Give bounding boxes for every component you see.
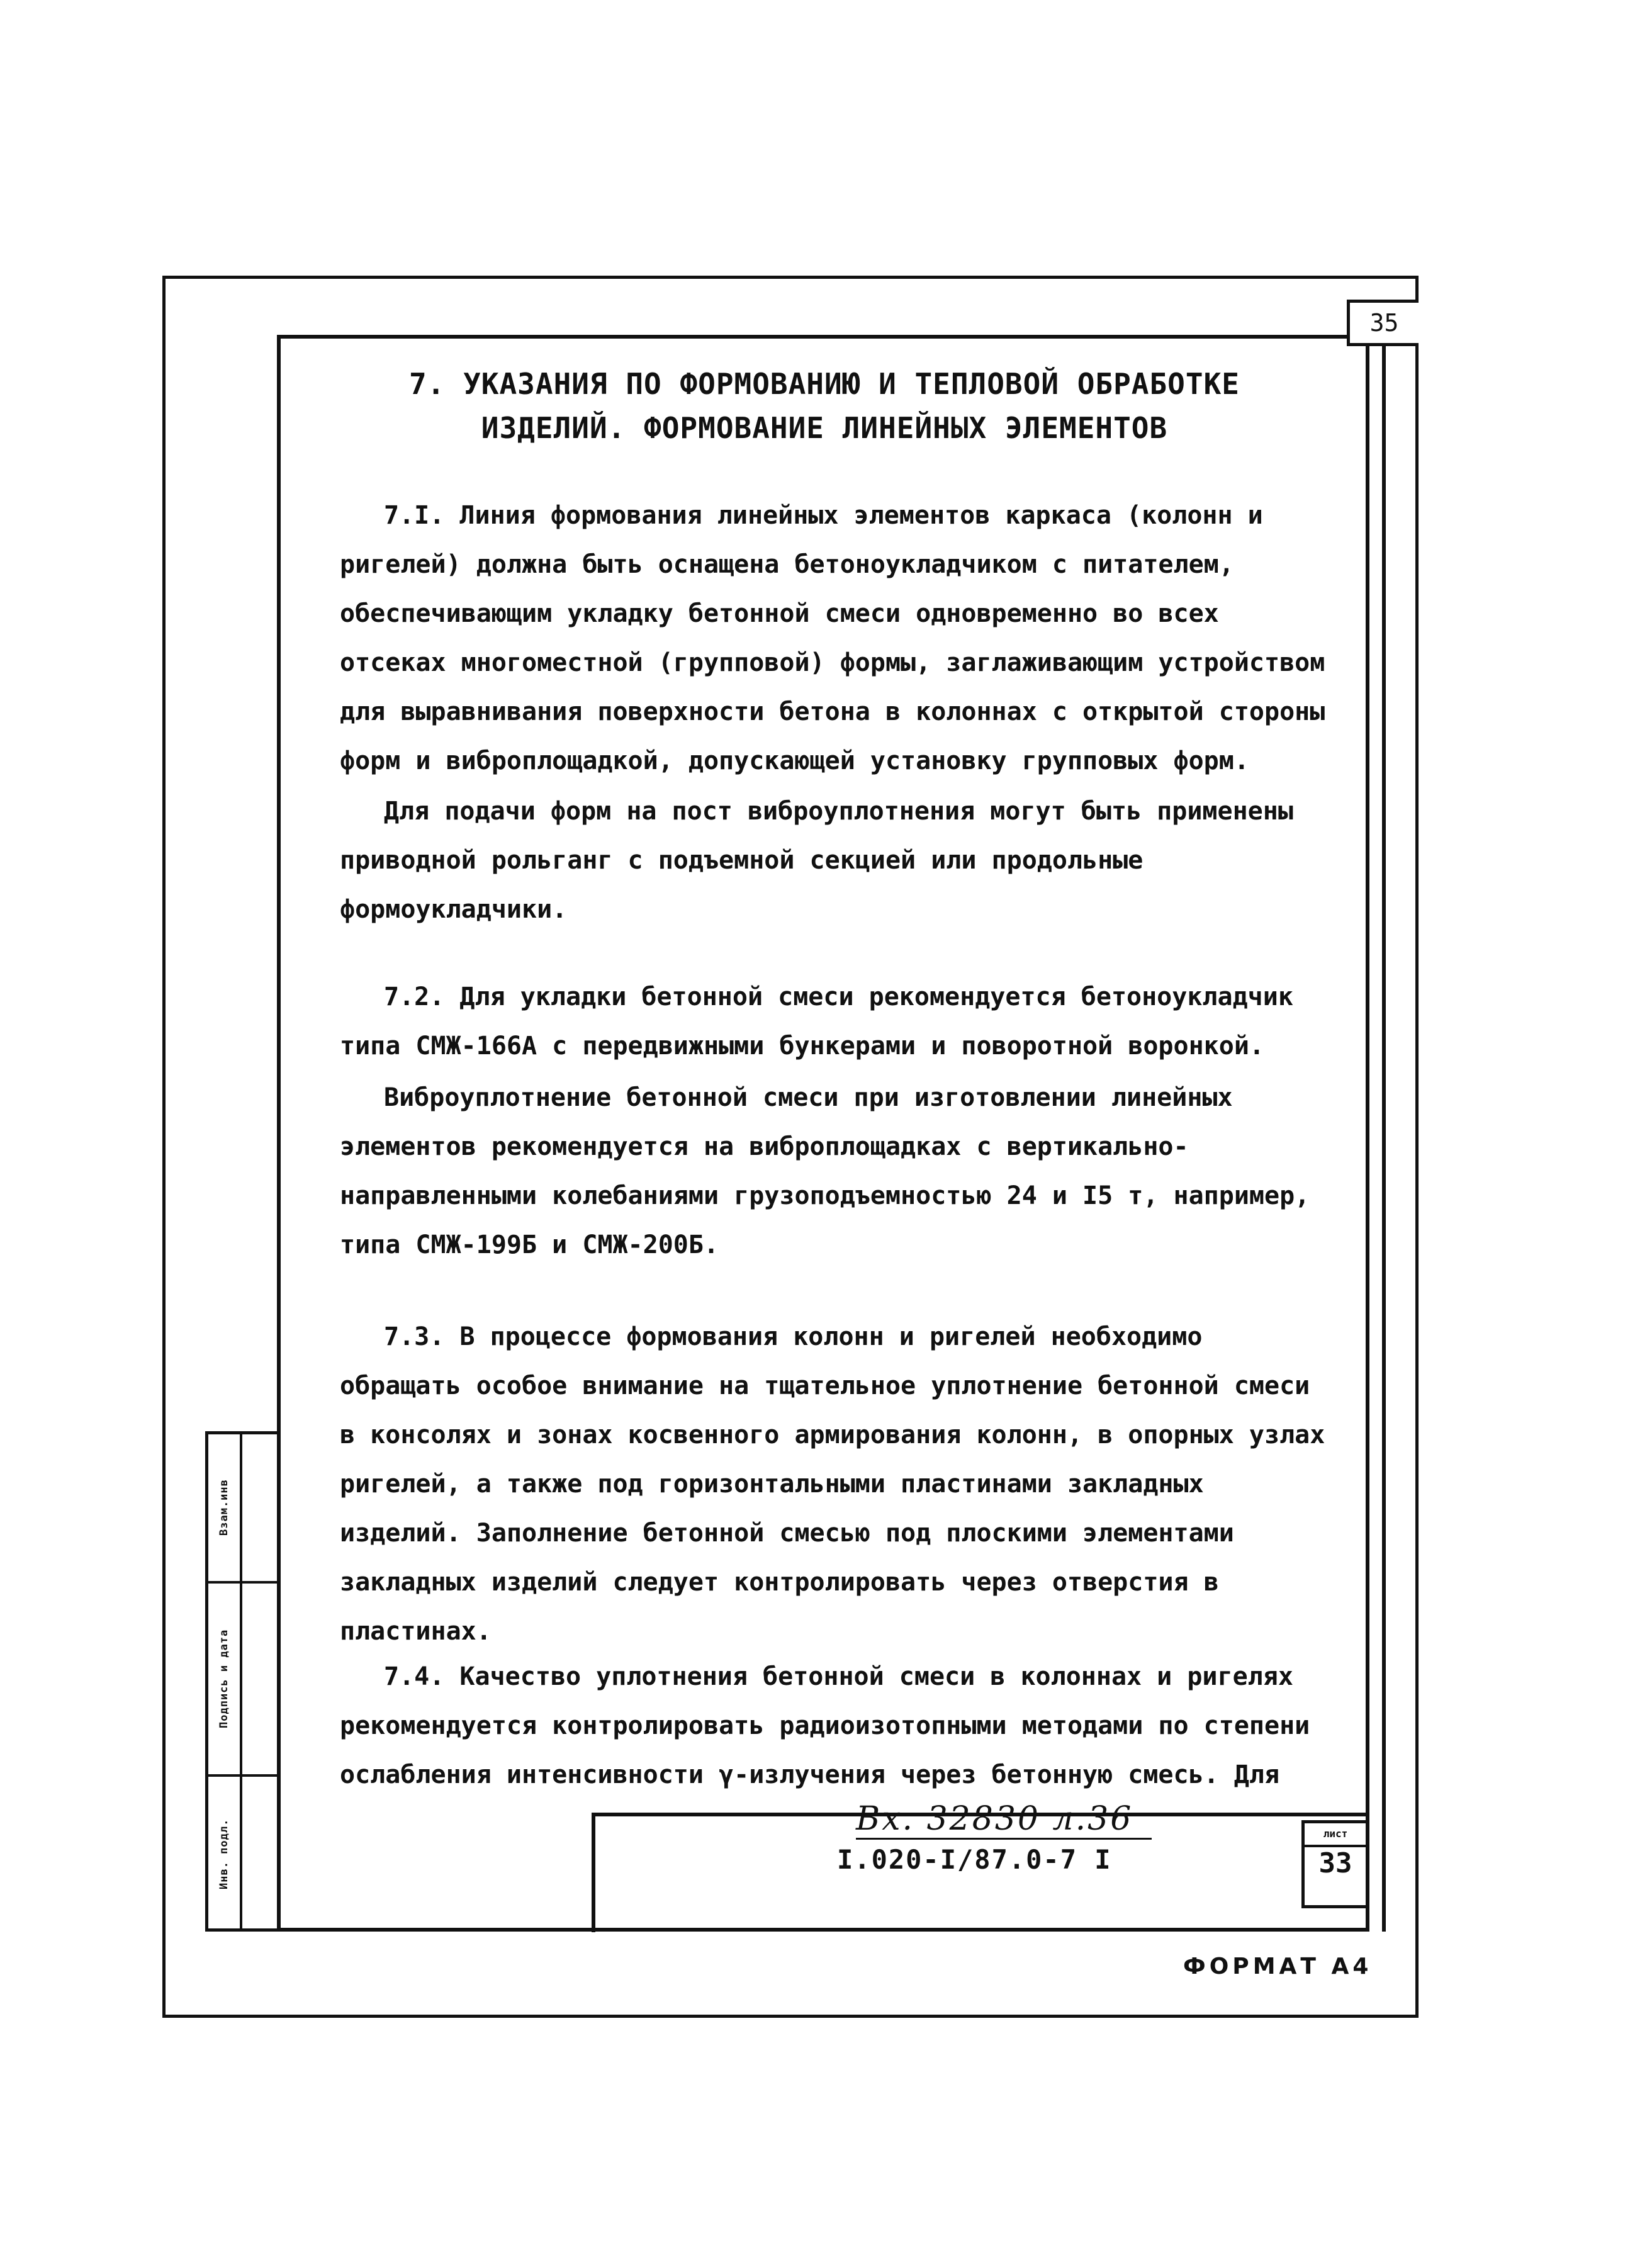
- handwritten-note: Вх. 32830 л.36: [856, 1800, 1133, 1838]
- side-label-replacement: Взам.инв: [218, 1479, 230, 1536]
- section-title-line-2: ИЗДЕЛИЙ. ФОРМОВАНИЕ ЛИНЕЙНЫХ ЭЛЕМЕНТОВ: [481, 411, 1168, 445]
- paragraph-text: 7.4. Качество уплотнения бетонной смеси в колоннах и ригелях рекомендуется контролировать радиоизотопными методами по степени ослабления интенсивности γ-излучения через бетонную смесь. Для: [340, 1662, 1310, 1789]
- page-number-box: [1347, 300, 1419, 346]
- page-number: 35: [1369, 309, 1399, 337]
- paragraph-7-3: [340, 1312, 1334, 1656]
- paragraph-text: 7.2. Для укладки бетонной смеси рекомендуется бетоноукладчик типа СМЖ-166А с передвижными бункерами и поворотной воронкой.: [340, 982, 1293, 1061]
- paragraph-7-1-cont: [340, 787, 1334, 934]
- section-title-line-1: 7. УКАЗАНИЯ ПО ФОРМОВАНИЮ И ТЕПЛОВОЙ ОБРАБОТКЕ: [409, 367, 1240, 401]
- side-strip-divider: [240, 1434, 242, 1928]
- side-label-inventory: Инв. подл.: [218, 1818, 230, 1890]
- sheet-number: 33: [1318, 1847, 1352, 1879]
- side-label-signature: Подпись и дата: [218, 1629, 230, 1729]
- paragraph-text: Виброуплотнение бетонной смеси при изготовлении линейных элементов рекомендуется на виброплощадках с вертикально-направленными колебаниями грузоподъемностью 24 и I5 т, например, типа СМЖ-199Б и СМЖ-200Б.: [340, 1083, 1310, 1259]
- paragraph-7-2: [340, 972, 1334, 1071]
- inner-frame-right-rule: [1382, 335, 1386, 1932]
- paragraph-text: Для подачи форм на пост виброуплотнения могут быть применены приводной рольганг с подъемной секцией или продольные формоукладчики.: [340, 797, 1293, 924]
- paragraph-text: 7.3. В процессе формования колонн и ригелей необходимо обращать особое внимание на тщательное уплотнение бетонной смеси в консолях и зонах косвенного армирования колонн, в опорных узлах ригелей, а также под горизонтальными пластинами закладных изделий. Заполнение бетонной смесью под плоскими элементами закладных изделий следует контролировать через отверстия в пластинах.: [340, 1322, 1325, 1646]
- document-code: I.020-I/87.0-7 I: [837, 1844, 1112, 1875]
- sheet-number-box: [1301, 1820, 1369, 1908]
- handwritten-underline: [856, 1838, 1152, 1840]
- paragraph-text: 7.I. Линия формования линейных элементов каркаса (колонн и ригелей) должна быть оснащена бетоноукладчиком с питателем, обеспечивающим укладку бетонной смеси одновременно во всех отсеках многоместной (групповой) формы, заглаживающим устройством для выравнивания поверхности бетона в колоннах с открытой стороны форм и виброплощадкой, допускающей установку групповых форм.: [340, 501, 1325, 775]
- paragraph-7-2-cont: [340, 1073, 1334, 1269]
- paragraph-7-4: [340, 1652, 1334, 1799]
- sheet-label: лист: [1305, 1823, 1366, 1847]
- format-label: ФОРМАТ А4: [1183, 1954, 1373, 1979]
- paragraph-7-1: [340, 491, 1334, 785]
- side-stamp-strip: [205, 1431, 278, 1932]
